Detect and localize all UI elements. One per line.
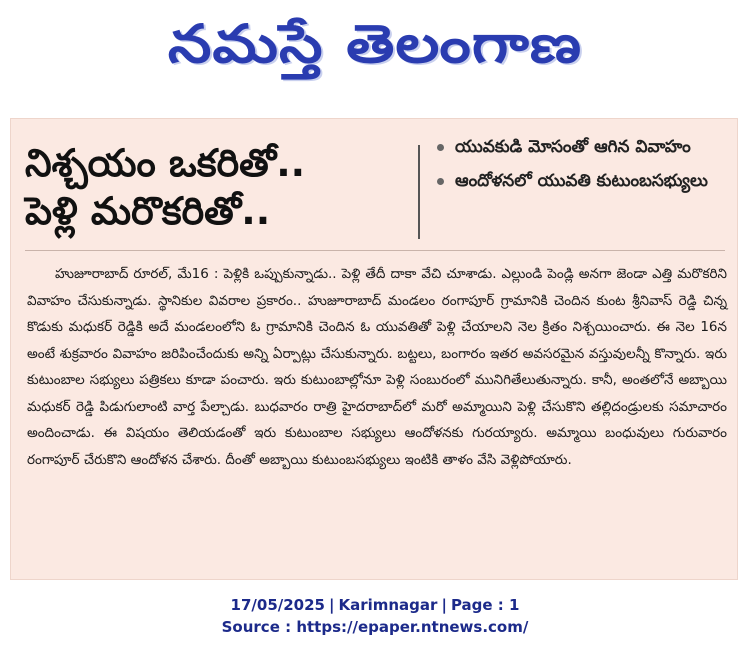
footer-source[interactable]: Source : https://epaper.ntnews.com/	[221, 618, 529, 636]
masthead-title: నమస్తే తెలంగాణ	[167, 12, 583, 75]
article-clipping	[10, 118, 738, 580]
headline-line-1: నిశ్చయం ఒకరితో..	[25, 141, 306, 185]
footer-page: Page : 1	[450, 596, 520, 614]
article-body: హుజూరాబాద్ రూరల్, మే16 : పెళ్లికి ఒప్పుకున్నాడు.. పెళ్లి తేదీ దాకా వేచి చూశాడు. ఎల్లుండి పెండ్లి అనగా జెండా ఎత్తి మరొకరిని వివాహం చేసుకున్నాడు. స్థానికుల వివరాల ప్రకారం.. హుజూరాబాద్ మండలం రంగాపూర్ గ్రామానికి చెందిన కుంట శ్రీనివాస్ రెడ్డి చిన్న కొడుకు మధుకర్ రెడ్డికి అదే మండలంలోని ఓ గ్రామానికి చెందిన ఓ యువతితో పెళ్లి చేయాలని నెల క్రితం నిశ్చయించారు. ఈ నెల 16న అంటే శుక్రవారం వివాహం జరిపించేందుకు అన్ని ఏర్పాట్లు చేసుకున్నారు. బట్టలు, బంగారం ఇతర అవసరమైన వస్తువులన్నీ కొన్నారు. ఇరు కుటుంబాల సభ్యులు పత్రికలు కూడా పంచారు. ఇరు కుటుంబాల్లోనూ పెళ్లి సంబురంలో మునిగితేలుతున్నారు. కానీ, అంతలోనే అబ్బాయి మధుకర్ రెడ్డి పిడుగులాంటి వార్త పేల్చాడు. బుధవారం రాత్రి హైదరాబాద్‌లో మరో అమ్మాయిని పెళ్లి చేసుకొని తల్లిదండ్రులకు సమాచారం అందించాడు. ఈ విషయం తెలియడంతో ఇరు కుటుంబాల సభ్యులు ఆందోళనకు గురయ్యారు. అమ్మాయి బంధువులు గురువారం రంగాపూర్ చేరుకొని ఆందోళన చేశారు. దీంతో అబ్బాయి కుటుంబసభ్యులు ఇంటికి తాళం వేసి వెళ్లిపోయారు.	[27, 266, 727, 468]
footer	[0, 594, 750, 638]
highlight-item	[437, 169, 727, 193]
masthead	[0, 0, 750, 100]
bullet-icon	[437, 178, 444, 185]
highlights-list	[437, 135, 727, 203]
headline	[25, 139, 415, 235]
highlight-item	[437, 135, 727, 159]
section-rule	[25, 250, 725, 251]
footer-date: 17/05/2025	[230, 596, 325, 614]
bullet-icon	[437, 144, 444, 151]
footer-info: 17/05/2025 | Karimnagar | Page : 1	[230, 596, 520, 614]
footer-edition: Karimnagar	[338, 596, 438, 614]
headline-divider	[418, 145, 420, 239]
highlight-text: యువకుడి మోసంతో ఆగిన వివాహం	[455, 137, 691, 157]
headline-line-2: పెళ్లి మరొకరితో..	[25, 189, 271, 233]
highlight-text: ఆందోళనలో యువతి కుటుంబసభ్యులు	[455, 171, 708, 191]
